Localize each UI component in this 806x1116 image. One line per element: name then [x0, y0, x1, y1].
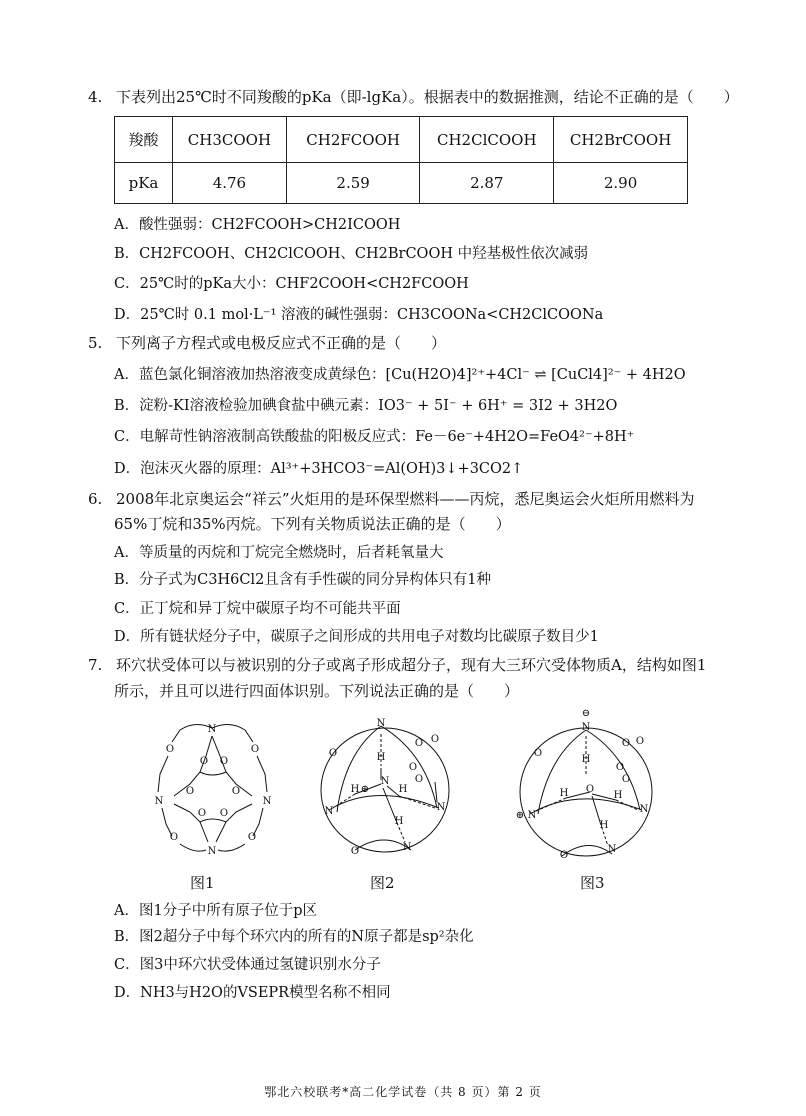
figure-1-cryptand [140, 712, 290, 862]
atom-label: O [621, 738, 631, 749]
atom-label: O [197, 808, 207, 819]
atom-label: N [324, 806, 334, 817]
atom-label: O [199, 756, 209, 767]
atom-label: O [585, 784, 595, 795]
atom-label: O [635, 736, 645, 747]
q5-option-c: C．电解苛性钠溶液制高铁酸盐的阳极反应式：Fe－6e⁻+4H2O=FeO4²⁻+8H⁺ [114, 429, 635, 445]
q6-stem: 6. 2008年北京奥运会“祥云”火炬用的是环保型燃料——丙烷，悉尼奥运会火炬所用燃料为 [88, 490, 695, 508]
atom-label: H [581, 754, 591, 765]
atom-label: N [607, 844, 617, 855]
q4-option-b: B．CH2FCOOH、CH2ClCOOH、CH2BrCOOH 中羟基极性依次减弱 [114, 246, 589, 262]
figure-3-caption: 图3 [580, 874, 605, 892]
atom-label: H [613, 790, 623, 801]
q4-option-c: C．25℃时的pKa大小：CHF2COOH<CH2FCOOH [114, 276, 469, 292]
figure-2-ammonium-complex [315, 712, 455, 862]
figure-1-caption: 图1 [190, 874, 215, 892]
q7-option-c: C．图3中环穴状受体通过氢键识别水分子 [114, 957, 381, 973]
q6-stem-continued: 65%丁烷和35%丙烷。下列有关物质说法正确的是（ ） [114, 515, 511, 533]
q5-stem: 5. 下列离子方程式或电极反应式不正确的是（ ） [88, 334, 447, 352]
atom-label: N [376, 718, 386, 729]
table-row-label: pKa [115, 163, 173, 204]
table-header-cell: CH2FCOOH [286, 117, 420, 163]
atom-label: O [169, 832, 179, 843]
q5-option-d: D．泡沫灭火器的原理：Al³⁺+3HCO3⁻=Al(OH)3↓+3CO2↑ [114, 461, 524, 477]
atom-label: N [402, 842, 412, 853]
page-footer: 鄂北六校联考*高二化学试卷（共 8 页）第 2 页 [264, 1085, 542, 1099]
table-header-cell: 羧酸 [115, 117, 173, 163]
atom-label: H [376, 752, 386, 763]
atom-label: O [250, 744, 260, 755]
atom-label: ⊕ [360, 784, 370, 795]
q6-option-d: D．所有链状烃分子中，碳原子之间形成的共用电子对数均比碳原子数目少1 [114, 629, 599, 645]
q5-option-a: A．蓝色氯化铜溶液加热溶液变成黄绿色：[Cu(H2O)4]²⁺+4Cl⁻ ⇌ [CuCl4]²⁻ + 4H2O [114, 367, 686, 383]
atom-label: N [380, 776, 390, 787]
atom-label: ⊖ [581, 708, 591, 719]
q6-option-b: B．分子式为C3H6Cl2且含有手性碳的同分异构体只有1种 [114, 572, 492, 588]
table-header-cell: CH3COOH [172, 117, 286, 163]
q7-stem: 7. 环穴状受体可以与被识别的分子或离子形成超分子，现有大三环穴受体物质A，结构如图1 [88, 656, 707, 674]
table-cell: 4.76 [172, 163, 286, 204]
pka-table [114, 116, 688, 204]
atom-label: O [414, 738, 424, 749]
atom-label: O [231, 786, 241, 797]
atom-label: O [615, 762, 625, 773]
q7-option-d: D．NH3与H2O的VSEPR模型名称不相同 [114, 985, 391, 1001]
atom-label: O [350, 846, 360, 857]
atom-label: N [639, 804, 649, 815]
atom-label: O [247, 832, 257, 843]
atom-label: O [559, 850, 569, 861]
table-cell: 2.87 [420, 163, 554, 204]
atom-label: H [559, 788, 569, 799]
q6-option-a: A．等质量的丙烷和丁烷完全燃烧时，后者耗氧量大 [114, 545, 444, 561]
atom-label: O [414, 774, 424, 785]
q7-option-a: A．图1分子中所有原子位于p区 [114, 903, 317, 919]
atom-label: O [165, 744, 175, 755]
q7-option-b: B．图2超分子中每个环穴内的所有的N原子都是sp²杂化 [114, 929, 474, 945]
atom-label: H [398, 784, 408, 795]
table-header-cell: CH2BrCOOH [554, 117, 688, 163]
atom-label: O [533, 748, 543, 759]
atom-label: O [219, 756, 229, 767]
atom-label: H [394, 816, 404, 827]
atom-label: O [430, 734, 440, 745]
q4-option-d: D．25℃时 0.1 mol·L⁻¹ 溶液的碱性强弱：CH3COONa<CH2ClCOONa [114, 307, 604, 323]
atom-label: O [219, 808, 229, 819]
atom-label: O [185, 786, 195, 797]
atom-label: O [408, 762, 418, 773]
figure-3-water-complex [508, 706, 658, 866]
q4-option-a: A．酸性强弱：CH2FCOOH>CH2ICOOH [114, 217, 401, 233]
atom-label: O [621, 774, 631, 785]
atom-label: N [154, 796, 164, 807]
atom-label: O [328, 748, 338, 759]
atom-label: N [436, 802, 446, 813]
atom-label: N [262, 796, 272, 807]
atom-label: ⊕ [515, 810, 525, 821]
atom-label: N [527, 810, 537, 821]
q7-stem-continued: 所示，并且可以进行四面体识别。下列说法正确的是（ ） [114, 682, 520, 700]
figure-2-caption: 图2 [370, 874, 395, 892]
atom-label: H [599, 820, 609, 831]
table-cell: 2.90 [554, 163, 688, 204]
atom-label: N [207, 724, 217, 735]
table-cell: 2.59 [286, 163, 420, 204]
atom-label: H [350, 784, 360, 795]
q6-option-c: C．正丁烷和异丁烷中碳原子均不可能共平面 [114, 601, 401, 617]
q4-stem: 4. 下表列出25℃时不同羧酸的pKa（即-lgKa）。根据表中的数据推测，结论不正确的是（ ） [88, 88, 739, 106]
atom-label: N [581, 722, 591, 733]
q5-option-b: B．淀粉-KI溶液检验加碘食盐中碘元素：IO3⁻ + 5I⁻ + 6H⁺ = 3I2 + 3H2O [114, 398, 618, 414]
table-header-cell: CH2ClCOOH [420, 117, 554, 163]
atom-label: N [207, 846, 217, 857]
